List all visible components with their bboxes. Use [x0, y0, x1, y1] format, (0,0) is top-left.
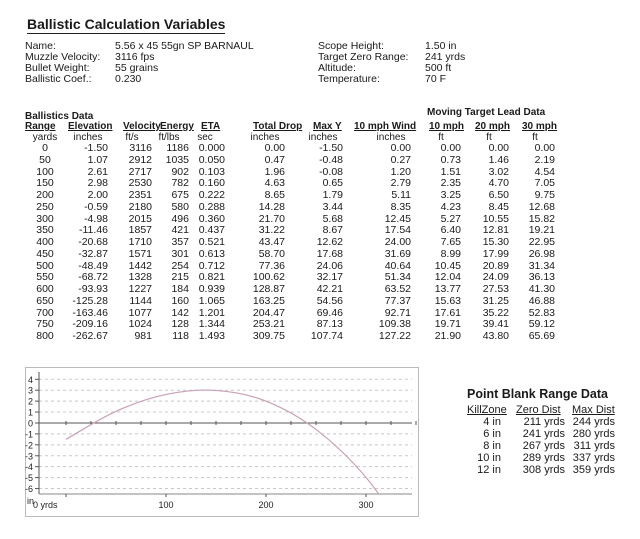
y-tick-label: 4 [27, 374, 33, 385]
table-cell: 10.55 [482, 212, 509, 225]
table-cell: 1144 [129, 294, 152, 307]
table-cell: 5.11 [391, 189, 411, 201]
table-cell: 0.437 [198, 224, 225, 237]
column-header: Total Drop [253, 121, 303, 132]
table-cell: 0.821 [198, 271, 225, 284]
y-tick-label: -4 [24, 462, 33, 473]
table-cell: 41.30 [528, 283, 555, 295]
pbr-cell: 6 in [483, 428, 501, 440]
table-cell: 2015 [128, 212, 152, 225]
column-header: ETA [201, 121, 221, 132]
column-header: Energy [160, 121, 194, 132]
table-cell: -0.08 [319, 165, 343, 178]
table-cell: 40.64 [384, 259, 411, 272]
pbr-cell: 12 in [477, 464, 501, 476]
table-cell: 4.54 [534, 165, 555, 178]
table-cell: 24.06 [316, 259, 343, 272]
table-cell: -1.50 [84, 142, 108, 154]
table-cell: 10.45 [434, 259, 461, 272]
table-cell: 450 [36, 247, 54, 260]
table-cell: 2717 [128, 165, 152, 178]
table-cell: 77.37 [384, 294, 411, 307]
var-label: Temperature: [318, 73, 380, 85]
table-cell: 0 [42, 142, 48, 154]
table-cell: 1.493 [198, 330, 225, 342]
table-cell: 200 [36, 189, 54, 201]
var-label: Target Zero Range: [318, 51, 409, 63]
table-cell: 21.70 [258, 212, 285, 225]
table-cell: 1.96 [264, 165, 285, 178]
table-cell: 65.69 [528, 330, 555, 342]
var-label: Scope Height: [318, 40, 384, 52]
table-cell: 0.65 [322, 177, 343, 190]
var-label: Bullet Weight: [25, 62, 90, 74]
table-cell: 2.98 [87, 177, 108, 190]
table-cell: 1.344 [198, 318, 225, 331]
table-cell: 204.47 [252, 306, 285, 319]
table-cell: -11.46 [79, 224, 108, 237]
column-unit: ft/lbs [158, 132, 180, 143]
table-cell: 35.22 [482, 306, 509, 319]
y-tick-label: 2 [27, 396, 33, 407]
table-cell: 39.41 [482, 318, 509, 331]
column-header: 10 mph [429, 121, 465, 132]
pbr-cell: 10 in [477, 452, 501, 464]
y-tick-label: -2 [24, 440, 33, 451]
table-cell: 12.04 [434, 271, 461, 284]
table-cell: 8.99 [440, 247, 461, 260]
table-cell: -68.72 [78, 271, 108, 284]
table-cell: 27.53 [482, 283, 509, 295]
table-cell: 5.27 [440, 212, 461, 225]
table-cell: 22.95 [528, 236, 555, 248]
table-cell: 15.30 [482, 236, 509, 248]
table-cell: 0.360 [198, 212, 225, 225]
table-cell: 24.09 [482, 271, 509, 284]
table-cell: 0.00 [488, 142, 509, 154]
table-cell: 8.35 [390, 200, 411, 213]
var-value: 5.56 x 45 55gn SP BARNAUL [115, 40, 254, 52]
table-cell: 142 [171, 306, 189, 319]
table-cell: 63.52 [384, 283, 411, 295]
table-cell: 2.35 [440, 177, 461, 190]
table-cell: 0.00 [264, 142, 285, 154]
table-cell: 15.63 [434, 294, 461, 307]
table-cell: 600 [36, 283, 54, 295]
table-cell: 19.21 [528, 224, 555, 237]
table-cell: -4.98 [84, 212, 108, 225]
table-cell: 19.71 [434, 318, 461, 331]
table-cell: 2530 [128, 177, 152, 190]
column-header: Range [25, 121, 56, 132]
table-cell: 43.47 [258, 236, 285, 248]
y-tick-label: -6 [24, 484, 33, 495]
table-cell: 100 [36, 165, 54, 178]
var-value: 241 yrds [425, 51, 466, 63]
table-cell: 0.050 [198, 153, 225, 166]
pbr-cell: 280 yrds [572, 428, 615, 440]
table-cell: 54.56 [316, 294, 343, 307]
x-tick-label: 200 [258, 500, 274, 510]
column-unit: ft/s [125, 132, 139, 143]
column-unit: inches [250, 132, 280, 143]
variables-left-values [115, 41, 254, 85]
table-cell: 1328 [128, 271, 152, 284]
variables-left-labels [25, 41, 100, 85]
table-cell: 675 [171, 189, 189, 201]
table-cell: 58.70 [258, 247, 285, 260]
table-cell: 14.28 [258, 200, 285, 213]
table-cell: -163.46 [72, 306, 108, 319]
table-cell: 300 [36, 212, 54, 225]
table-cell: 1035 [165, 153, 189, 166]
table-cell: 2.79 [390, 177, 411, 190]
table-cell: 650 [36, 294, 54, 307]
table-cell: -209.16 [72, 318, 108, 331]
column-unit: yards [32, 132, 58, 143]
table-cell: 8.65 [264, 189, 285, 201]
table-cell: 36.13 [528, 271, 555, 284]
table-cell: 8.45 [488, 200, 509, 213]
table-cell: 109.38 [378, 318, 411, 331]
table-cell: -93.93 [78, 283, 108, 295]
var-value: 500 ft [425, 62, 452, 74]
table-cell: 8.67 [322, 224, 343, 237]
var-label: Altitude: [318, 62, 356, 74]
pbr-cell: 241 yrds [522, 428, 565, 440]
pbr-cell: 359 yrds [572, 464, 615, 476]
table-cell: 160 [171, 294, 189, 307]
table-cell: 69.46 [316, 306, 343, 319]
table-cell: 0.288 [198, 200, 225, 213]
table-cell: 3.02 [488, 165, 509, 178]
table-cell: 0.000 [198, 142, 225, 154]
table-cell: 2180 [128, 200, 152, 213]
table-cell: 250 [36, 200, 54, 213]
var-value: 55 grains [115, 62, 159, 74]
table-cell: 52.83 [528, 306, 555, 319]
table-cell: 301 [171, 247, 189, 260]
table-cell: -0.59 [84, 200, 108, 213]
table-cell: 7.05 [534, 177, 555, 190]
table-cell: 1857 [128, 224, 152, 237]
table-cell: 2.19 [534, 153, 555, 166]
trajectory-chart-svg [26, 368, 418, 516]
pbr-cell: 308 yrds [522, 464, 565, 476]
table-cell: 0.27 [390, 153, 411, 166]
table-cell: 3.44 [322, 200, 343, 213]
column-header: Elevation [68, 121, 113, 132]
table-cell: 0.939 [198, 283, 225, 295]
table-cell: 20.89 [482, 259, 509, 272]
var-label: Name: [25, 40, 56, 52]
table-cell: 0.00 [390, 142, 411, 154]
table-cell: 981 [134, 330, 152, 342]
table-cell: 46.88 [528, 294, 555, 307]
table-cell: -262.67 [72, 330, 108, 342]
table-cell: 17.61 [434, 306, 461, 319]
table-cell: 1571 [128, 247, 152, 260]
table-cell: 6.50 [488, 189, 509, 201]
table-cell: 254 [171, 259, 189, 272]
table-cell: 750 [36, 318, 54, 331]
table-cell: 32.17 [316, 271, 343, 284]
table-cell: -32.87 [78, 247, 108, 260]
pbr-title: Point Blank Range Data [467, 387, 608, 401]
table-cell: 2.00 [87, 189, 108, 201]
pbr-cell: 337 yrds [572, 452, 615, 464]
column-header: 20 mph [475, 121, 511, 132]
table-cell: 1710 [128, 236, 152, 248]
pbr-cell: 4 in [483, 416, 501, 428]
column-header: Max Y [313, 121, 342, 132]
table-cell: 1024 [128, 318, 152, 331]
table-cell: -0.48 [319, 153, 343, 166]
table-cell: 92.71 [384, 306, 411, 319]
table-cell: 2912 [128, 153, 152, 166]
table-cell: 400 [36, 236, 54, 248]
table-cell: 87.13 [316, 318, 343, 331]
pbr-cell: 311 yrds [573, 440, 615, 452]
table-cell: 782 [171, 177, 189, 190]
ballistics-section-title: Ballistics Data [25, 111, 94, 122]
y-tick-label: -5 [24, 473, 33, 484]
table-cell: 163.25 [252, 294, 285, 307]
table-cell: 3.25 [440, 189, 461, 201]
table-cell: 13.77 [434, 283, 461, 295]
table-cell: 7.65 [440, 236, 461, 248]
table-cell: 0.00 [534, 142, 555, 154]
table-cell: 1.79 [322, 189, 343, 201]
table-cell: 31.25 [482, 294, 509, 307]
table-cell: 26.98 [528, 247, 555, 260]
table-cell: 31.22 [258, 224, 285, 237]
column-header: Velocity [123, 121, 161, 132]
table-cell: 496 [171, 212, 189, 225]
table-cell: 309.75 [252, 330, 285, 342]
table-cell: 550 [36, 271, 54, 284]
table-cell: 500 [36, 259, 54, 272]
table-cell: 15.82 [528, 212, 555, 225]
y-tick-label: 3 [27, 385, 33, 396]
table-cell: 17.99 [482, 247, 509, 260]
pbr-cell: 244 yrds [572, 416, 615, 428]
table-cell: 800 [36, 330, 54, 342]
pbr-header: KillZone [467, 404, 507, 416]
var-label: Muzzle Velocity: [25, 51, 101, 63]
table-cell: 2351 [128, 189, 152, 201]
table-cell: 184 [171, 283, 189, 295]
table-cell: 0.47 [264, 153, 285, 166]
table-cell: 253.21 [252, 318, 285, 331]
y-tick-label: 0 [27, 418, 33, 429]
table-cell: 700 [36, 306, 54, 319]
y-tick-label: 1 [27, 407, 33, 418]
variables-right-labels [318, 41, 408, 85]
table-cell: 6.40 [440, 224, 461, 237]
column-unit: ft [532, 132, 538, 143]
table-cell: -1.50 [319, 142, 343, 154]
column-unit: inches [308, 132, 338, 143]
y-tick-label: -3 [24, 451, 33, 462]
table-cell: 0.222 [198, 189, 225, 201]
table-cell: 5.68 [322, 212, 343, 225]
pbr-header: Zero Dist [516, 404, 561, 416]
table-cell: 1.46 [488, 153, 509, 166]
table-cell: 24.00 [384, 236, 411, 248]
column-header: 10 mph Wind [354, 121, 417, 132]
table-cell: 1186 [166, 142, 189, 154]
table-cell: -48.49 [78, 259, 108, 272]
table-cell: 31.69 [384, 247, 411, 260]
y-unit-label: in [27, 496, 35, 506]
table-cell: 3116 [129, 142, 152, 154]
var-value: 1.50 in [425, 40, 457, 52]
var-value: 3116 fps [115, 51, 155, 63]
x-tick-label: 0 yrds [33, 500, 58, 510]
table-cell: 118 [172, 330, 189, 342]
column-unit: inches [376, 132, 406, 143]
pbr-cell: 8 in [483, 440, 501, 452]
table-cell: 77.36 [258, 259, 285, 272]
column-unit: sec [197, 132, 213, 143]
table-cell: 357 [171, 236, 189, 248]
table-cell: 0.521 [198, 236, 225, 248]
table-cell: 0.00 [440, 142, 461, 154]
column-unit: ft [486, 132, 492, 143]
table-cell: 1.07 [87, 153, 108, 166]
table-cell: 1.065 [198, 294, 225, 307]
x-tick-label: 300 [358, 500, 374, 510]
table-cell: 421 [171, 224, 189, 237]
table-cell: 215 [171, 271, 189, 284]
table-cell: 1.20 [390, 165, 411, 178]
table-cell: 12.81 [482, 224, 509, 237]
table-cell: 17.68 [316, 247, 343, 260]
table-cell: 12.68 [528, 200, 555, 213]
table-cell: 1077 [128, 306, 152, 319]
table-cell: 128 [171, 318, 189, 331]
table-cell: 127.22 [378, 330, 411, 342]
table-cell: 0.103 [198, 165, 225, 178]
var-value: 0.230 [115, 73, 142, 85]
table-cell: -125.28 [72, 294, 108, 307]
y-tick-label: -1 [24, 429, 33, 440]
table-cell: 43.80 [482, 330, 509, 342]
table-cell: 350 [36, 224, 54, 237]
table-cell: 150 [36, 177, 54, 190]
variables-right-values [425, 41, 465, 85]
table-cell: 1.51 [440, 165, 461, 178]
table-cell: 4.70 [488, 177, 509, 190]
pbr-cell: 289 yrds [522, 452, 565, 464]
table-cell: 4.63 [264, 177, 285, 190]
table-cell: 1.201 [198, 306, 225, 319]
var-label: Ballistic Coef.: [25, 73, 92, 85]
pbr-header: Max Dist [572, 404, 615, 416]
table-cell: 12.45 [384, 212, 411, 225]
column-unit: ft [438, 132, 444, 143]
trajectory-chart [25, 367, 419, 517]
table-cell: 51.34 [384, 271, 411, 284]
var-value: 70 F [425, 73, 447, 85]
table-cell: -20.68 [78, 236, 108, 248]
table-cell: 0.712 [198, 259, 225, 272]
x-tick-label: 100 [158, 500, 174, 510]
table-cell: 4.23 [440, 200, 461, 213]
table-cell: 0.160 [198, 177, 225, 190]
table-cell: 580 [171, 200, 189, 213]
column-header: 30 mph [522, 121, 558, 132]
table-cell: 50 [39, 153, 51, 166]
table-cell: 9.75 [534, 189, 555, 201]
table-cell: 902 [171, 165, 189, 178]
table-cell: 0.613 [198, 247, 225, 260]
table-cell: 100.62 [252, 271, 285, 284]
table-cell: 31.34 [528, 259, 555, 272]
lead-section-title: Moving Target Lead Data [427, 107, 546, 118]
table-cell: 128.87 [252, 283, 285, 295]
table-cell: 1442 [128, 259, 152, 272]
table-cell: 1227 [128, 283, 152, 295]
table-cell: 42.21 [316, 283, 343, 295]
table-cell: 17.54 [384, 224, 411, 237]
table-cell: 2.61 [87, 165, 108, 178]
table-cell: 107.74 [310, 330, 343, 342]
page-title: Ballistic Calculation Variables [27, 16, 226, 32]
column-unit: inches [73, 132, 103, 143]
pbr-cell: 267 yrds [522, 440, 565, 452]
table-cell: 21.90 [434, 330, 461, 342]
table-cell: 59.12 [528, 318, 555, 331]
table-cell: 0.73 [440, 153, 461, 166]
table-cell: 12.62 [316, 236, 343, 248]
pbr-cell: 211 yrds [523, 416, 565, 428]
